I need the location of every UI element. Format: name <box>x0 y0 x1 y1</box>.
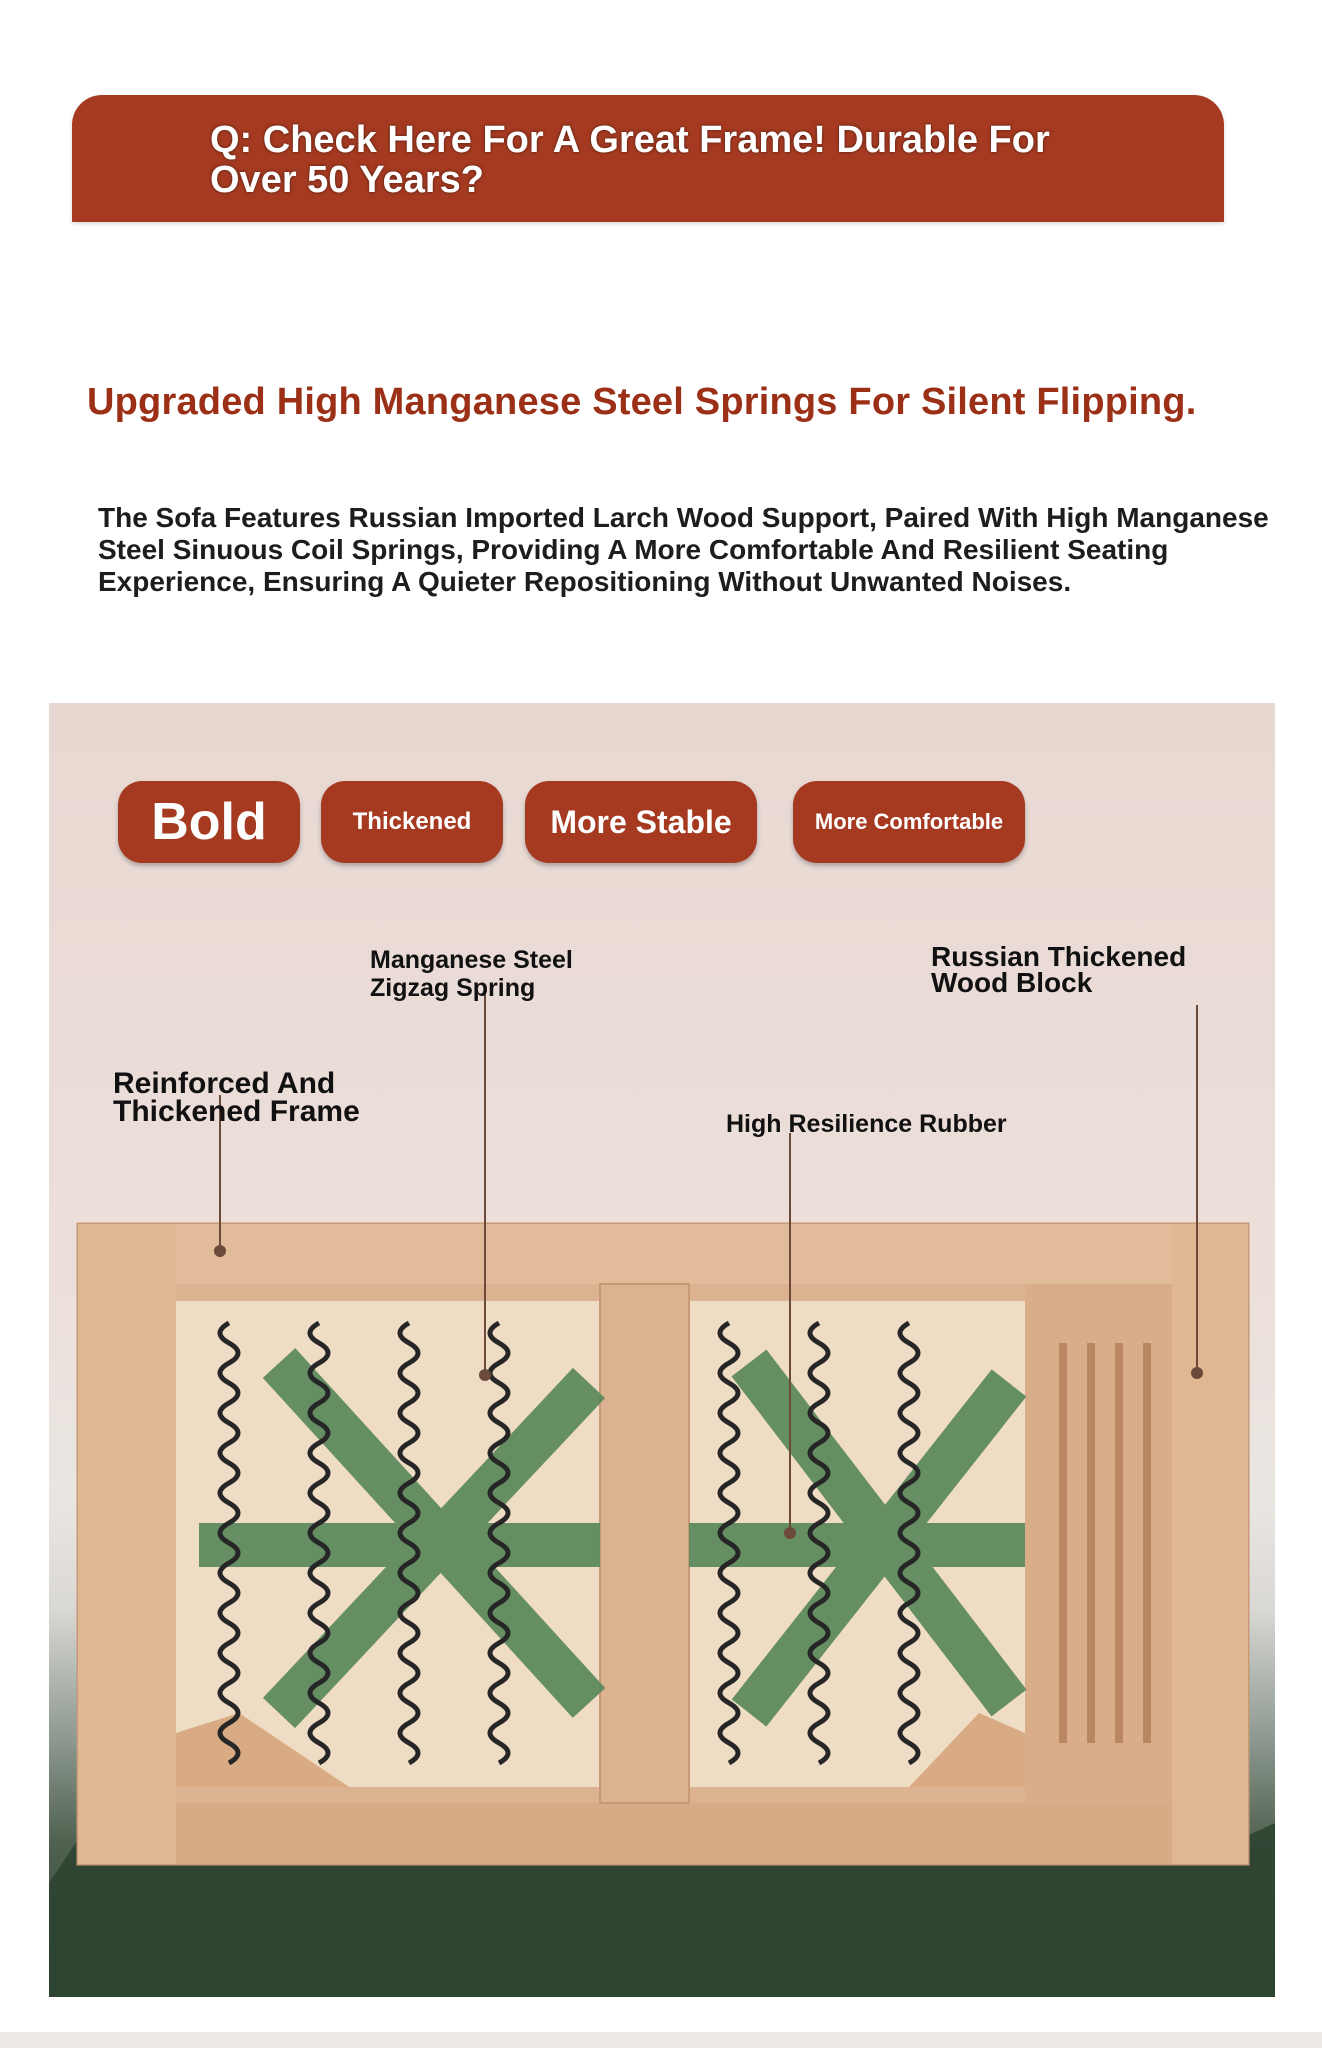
callout-wood-block: Russian Thickened Wood Block <box>931 941 1187 998</box>
tag-more-comfortable: More Comfortable <box>793 781 1025 863</box>
top-rail <box>78 1224 1248 1284</box>
promo-banner-text[interactable]: Q: Check Here For A Great Frame! Durable For Over 50 Years? <box>210 119 1050 201</box>
callout-spring: Manganese Steel Zigzag Spring <box>370 946 573 1002</box>
callout-frame: Reinforced And Thickened Frame <box>113 1067 360 1128</box>
tag-bold: Bold <box>118 781 300 863</box>
section-headline: Upgraded High Manganese Steel Springs For Silent Flipping. <box>87 381 1197 423</box>
section-description: The Sofa Features Russian Imported Larch Wood Support, Paired With High Manganese Steel Sinuous Coil Springs, Providing A More Comfortable And Resilient Seating Experience, Ensuring A Quieter Repositioning Without Unwanted Noises. <box>98 502 1269 597</box>
bottom-rail <box>78 1803 1248 1864</box>
right-rail <box>1172 1224 1248 1864</box>
tag-more-stable: More Stable <box>525 781 757 863</box>
tag-thickened: Thickened <box>321 781 503 863</box>
frame-diagram <box>49 703 1275 1997</box>
callout-rubber: High Resilience Rubber <box>726 1110 1007 1138</box>
center-post <box>600 1284 689 1803</box>
sofa-frame-illustration <box>49 703 1275 1997</box>
bottom-divider <box>0 2032 1322 2048</box>
left-rail <box>78 1224 176 1864</box>
